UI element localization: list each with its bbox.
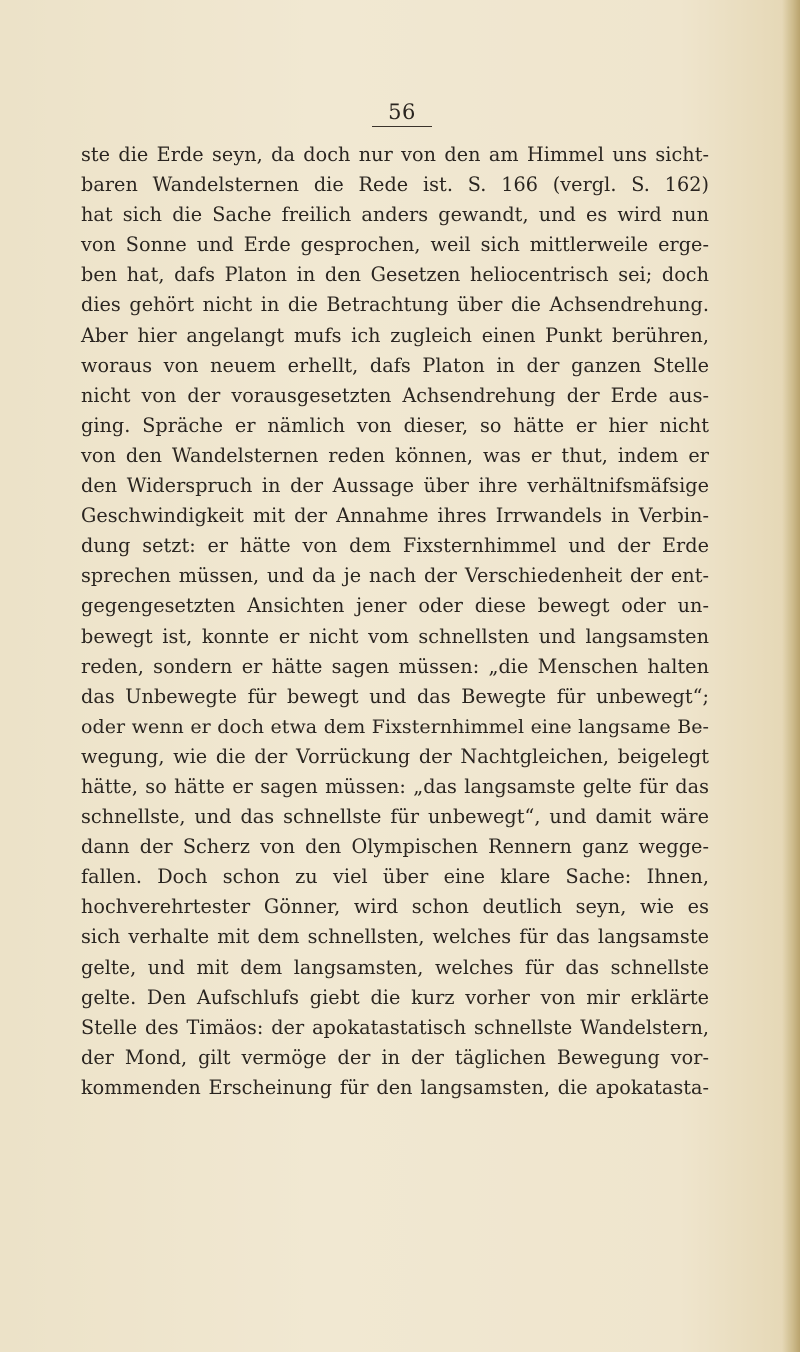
text-line: von den Wandelsternen reden können, was er thut, indem er — [81, 443, 709, 467]
text-line: Geschwindigkeit mit der Annahme ihres Irrwandels in Verbin- — [81, 504, 709, 528]
text-line: dies gehört nicht in die Betrachtung über die Achsendrehung. — [81, 293, 709, 317]
text-line: bewegt ist, konnte er nicht vom schnellsten und langsamsten — [81, 624, 709, 648]
text-line: fallen. Doch schon zu viel über eine klare Sache: Ihnen, — [81, 865, 709, 889]
text-line: wegung, wie die der Vorrückung der Nachtgleichen, beigelegt — [81, 744, 709, 768]
text-line: hat sich die Sache freilich anders gewandt, und es wird nun — [81, 203, 709, 227]
text-line: dung setzt: er hätte von dem Fixsternhimmel und der Erde — [81, 534, 709, 558]
text-line: hätte, so hätte er sagen müssen: „das langsamste gelte für das — [81, 774, 709, 798]
text-line: Aber hier angelangt mufs ich zugleich einen Punkt berühren, — [81, 323, 709, 347]
page-number: 56 — [372, 100, 432, 127]
text-line: ben hat, dafs Platon in den Gesetzen heliocentrisch sei; doch — [81, 263, 709, 287]
text-line: von Sonne und Erde gesprochen, weil sich mittlerweile erge- — [81, 233, 709, 257]
text-line: gelte, und mit dem langsamsten, welches für das schnellste — [81, 955, 709, 979]
text-line: dann der Scherz von den Olympischen Rennern ganz wegge- — [81, 835, 709, 859]
text-line: gelte. Den Aufschlufs giebt die kurz vorher von mir erklärte — [81, 985, 709, 1009]
text-line: den Widerspruch in der Aussage über ihre verhältnifsmäfsige — [81, 474, 709, 498]
text-line: reden, sondern er hätte sagen müssen: „die Menschen halten — [81, 654, 709, 678]
text-line: nicht von der vorausgesetzten Achsendrehung der Erde aus- — [81, 383, 709, 407]
text-line: Stelle des Timäos: der apokatastatisch schnellste Wandelstern, — [81, 1015, 709, 1039]
text-line: der Mond, gilt vermöge der in der täglichen Bewegung vor- — [81, 1045, 709, 1069]
page-edge-shadow — [782, 0, 800, 1352]
text-line: ste die Erde seyn, da doch nur von den am Himmel uns sicht- — [81, 143, 709, 166]
text-line: woraus von neuem erhellt, dafs Platon in der ganzen Stelle — [81, 353, 709, 377]
body-text — [81, 140, 709, 1103]
text-line: oder wenn er doch etwa dem Fixsternhimmel eine langsame Be- — [81, 715, 709, 738]
text-line: hochverehrtester Gönner, wird schon deutlich seyn, wie es — [81, 895, 709, 919]
text-line: ging. Spräche er nämlich von dieser, so hätte er hier nicht — [81, 413, 709, 437]
text-line: baren Wandelsternen die Rede ist. S. 166 (vergl. S. 162) — [81, 173, 709, 197]
text-line: sprechen müssen, und da je nach der Verschiedenheit der ent- — [81, 564, 709, 588]
text-line: sich verhalte mit dem schnellsten, welches für das langsamste — [81, 925, 709, 949]
text-line: schnellste, und das schnellste für unbewegt“, und damit wäre — [81, 805, 709, 829]
text-line: gegengesetzten Ansichten jener oder diese bewegt oder un- — [81, 594, 709, 618]
text-line: kommenden Erscheinung für den langsamsten, die apokatasta- — [81, 1075, 709, 1099]
text-line: das Unbewegte für bewegt und das Bewegte für unbewegt“; — [81, 684, 709, 708]
